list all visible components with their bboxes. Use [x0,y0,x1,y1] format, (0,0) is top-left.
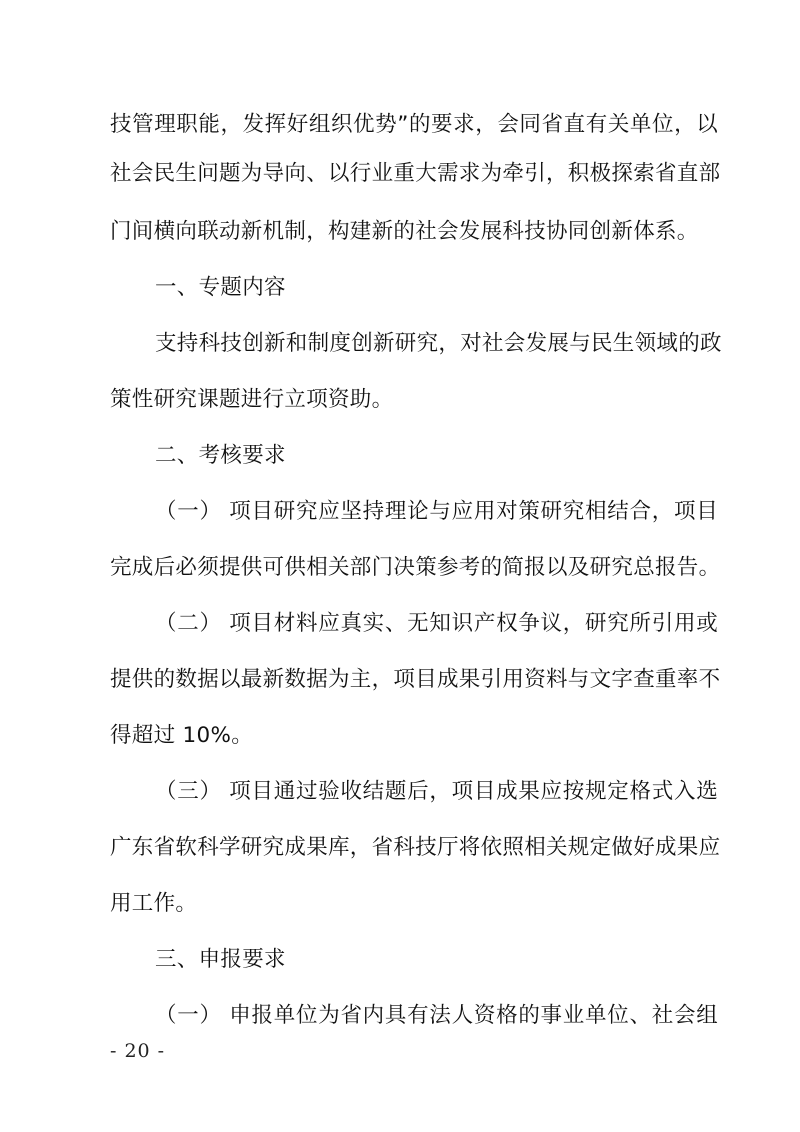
section-heading: 一、专题内容 [155,275,286,300]
paragraph-line: 提供的数据以最新数据为主，项目成果引用资料与文字查重率不 [110,667,721,692]
paragraph-line: （三） 项目通过验收结题后，项目成果应按规定格式入选 [155,779,718,804]
paragraph-line: 策性研究课题进行立项资助。 [110,387,394,412]
section-heading: 二、考核要求 [155,443,286,468]
section-heading: 三、申报要求 [155,947,286,972]
paragraph-line: 完成后必须提供可供相关部门决策参考的简报以及研究总报告。 [110,555,721,580]
paragraph-line: 得超过 10%。 [110,723,254,748]
paragraph-line: 广东省软科学研究成果库，省科技厅将依照相关规定做好成果应 [110,835,721,860]
paragraph-line: （一） 项目研究应坚持理论与应用对策研究相结合，项目 [155,499,718,524]
paragraph-line: 用工作。 [110,891,198,916]
paragraph-line: （二） 项目材料应真实、无知识产权争议，研究所引用或 [155,611,718,636]
paragraph-line: 门间横向联动新机制，构建新的社会发展科技协同创新体系。 [110,219,699,244]
paragraph-line: 支持科技创新和制度创新研究，对社会发展与民生领域的政 [155,331,722,356]
page-number: - 20 - [110,1040,166,1062]
paragraph-line: 社会民生问题为导向、以行业重大需求为牵引，积极探索省直部 [110,161,721,186]
paragraph-line: （一） 申报单位为省内具有法人资格的事业单位、社会组 [155,1003,718,1028]
paragraph-line: 技管理职能，发挥好组织优势”的要求，会同省直有关单位，以 [110,112,718,137]
